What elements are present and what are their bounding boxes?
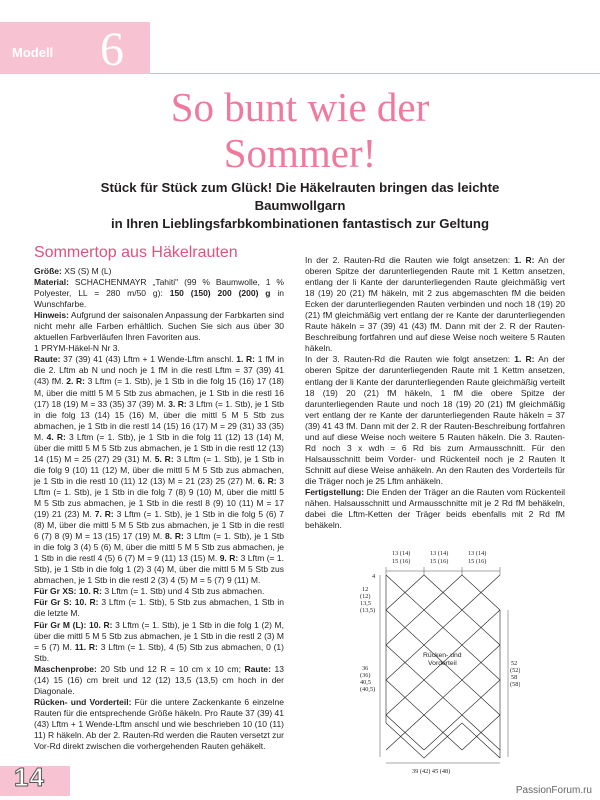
diagram-label-1: Rücken- und xyxy=(423,652,462,659)
dim-bottom-label: 39 (42) 45 (48) xyxy=(412,768,451,775)
r1-text: 1 fM in die 2. Lftm ab N und noch je 1 fM in die restl Lftm = 37 (39) 41 (43) fM. xyxy=(34,354,284,387)
section-title: Sommertop aus Häkelrauten xyxy=(34,244,238,261)
r9-text: 3 Lftm (= 1. Stb), je 1 Stb in die folg 1 (2) 3 (4) M, über die mittl 5 M 5 Stb zus abmachen, je 1 Stb in die restl 2 (3) 4 (5) M = 5 (7) 9 (11) M. xyxy=(34,553,285,586)
dim-top-label-b2: 15 (16) xyxy=(430,558,449,565)
material-label: Material: xyxy=(34,277,69,288)
page-number: 14 xyxy=(14,762,45,792)
p1-paragraph xyxy=(305,255,565,354)
s-label: Für Gr S: 10. R: xyxy=(34,597,99,608)
dim-left-c2: (36) xyxy=(360,672,371,679)
dim-top-label-c2: 15 (16) xyxy=(468,558,487,565)
r8-label: 8. R: xyxy=(165,531,184,542)
material-paragraph xyxy=(34,277,284,310)
probe-label: Maschenprobe: xyxy=(34,663,97,674)
dim-left-c1: 36 xyxy=(362,665,369,672)
ruecken-text: Für die untere Zackenkante 6 einzelne Rauten für die entsprechende Größe häkeln. Pro Raute 37 (39) 41 (43) Lftm + 1 Wende-Lftm anschl und wie beschrieben 10 (10 (11) 11) R häkeln. Ab der 2. Rauten-Rd werden die Rauten versetzt zur Vor-Rd direkt zwischen die vorhergehenden Rauten gehäkelt. xyxy=(34,696,285,752)
xs-text: 3 Lftm (= 1. Stb) und 4 Stb zus abmachen. xyxy=(102,586,265,597)
r11-label: 11. R: xyxy=(74,641,98,652)
s-paragraph xyxy=(34,597,284,619)
dim-left-c3: 40,5 xyxy=(360,679,372,686)
dim-left-b4: (13,5) xyxy=(360,607,376,614)
p2-text: An der oberen Spitze der darunterliegenden Raute mit 1 Kettm ansetzen, entlang der li Kante der darunterliegenden Raute gleichmäßig verteilt 18 (19) 20 (21) fM häkeln, 1 fM die obere Spitze der darunterliegenden Raute und noch 18 (19) 20 (21) fM gleichmäßig vert entlang der re Kante der darunterliegenden Raute häkeln = 37 (39) 41 43 fM. Dann mit der 2. R der Rauten-Beschreibung fortfahren und auf diese Weise noch weitere 5 Rauten häkeln. Die 3. Rauten-Rd noch 3 x wdh = 6 Rd bis zum Armausschnitt. Für den Halsausschnitt beim Vorder- und Rückenteil noch je 2 Rauten lt Schnitt auf diese Weise anhäkeln. An den Rauten des Vorderteils für die Träger noch je 25 Lftm anhäkeln. xyxy=(305,354,565,486)
raute-label: Raute: xyxy=(34,354,61,365)
m-text: 3 Lftm (= 1. Stb), je 1 Stb in die folg 1 (2) M, über die mittl 5 M 5 Stb zus abmachen, je 1 Stb in die restl 2 (3) M = 5 (7) M. xyxy=(34,619,284,652)
ruecken-paragraph xyxy=(34,697,284,752)
r9-label: 9. R: xyxy=(219,553,239,564)
xs-paragraph xyxy=(34,586,284,597)
diagram-label-2: Vorderteil xyxy=(428,660,457,667)
dim-left-b1: 12 xyxy=(362,586,369,593)
groesse-text: XS (S) M (L) xyxy=(61,266,112,276)
s-text: 3 Lftm (= 1. Stb), 5 Stb zus abmachen, 1 Stb in die letzte M. xyxy=(34,597,284,619)
p1-intro: In der 2. Rauten-Rd die Rauten wie folgt ansetzen: xyxy=(305,255,515,265)
p2-paragraph xyxy=(305,354,565,487)
diagram-grid-4 xyxy=(386,680,500,715)
r5-label: 5. R: xyxy=(154,453,174,464)
r6-text: 3 Lftm (= 1. Stb), je 1 Stb in die folg 7 (8) 9 (10) M, über die mittl 5 M 5 Stb zus abmachen, je 1 Stb in die restl 8 (9) 10 (11) M = 17 (19) 21 (23) M. xyxy=(34,475,285,520)
right-column xyxy=(305,255,565,531)
watermark: PassionForum.ru xyxy=(515,785,592,796)
hinweis-label: Hinweis: xyxy=(34,310,69,321)
p2-intro: In der 3. Rauten-Rd die Rauten wie folgt ansetzen: xyxy=(305,354,515,365)
subtitle xyxy=(60,179,540,233)
r4-label: 4. R: xyxy=(46,431,66,442)
modell-number: 6 xyxy=(100,23,124,76)
r7-label: 7. R: xyxy=(94,509,114,520)
subtitle-line-2: in Ihren Lieblingsfarbkombinationen fantastisch zur Geltung xyxy=(110,216,490,231)
probe-text-a: 20 Stb und 12 R = 10 cm x 10 cm; xyxy=(96,663,245,674)
hinweis-paragraph xyxy=(34,310,284,343)
diagram-grid-2 xyxy=(386,610,500,645)
material-amount: 150 (150) 200 (200) g xyxy=(169,288,271,299)
r7-text: 3 Lftm (= 1. Stb), je 1 Stb in die folg 5 (6) 7 (8) M, über die mittl 5 M 5 Stb zus abmachen, je 1 Stb in die restl 6 (7) 8 (9) M = 13 (15) 17 (19) M. xyxy=(34,509,285,542)
material-text-a: SCHACHENMAYR „Tahiti" (99 % Baumwolle, 1 % Polyester, LL = 280 m/50 g): xyxy=(34,277,284,299)
material-text-c: in Wunschfarbe. xyxy=(34,288,284,310)
p2-label: 1. R: xyxy=(514,354,535,365)
m-label: Für Gr M (L): 10. R: xyxy=(34,619,113,630)
m-paragraph xyxy=(34,620,284,664)
p3-paragraph xyxy=(305,487,565,531)
r3-label: 3. R: xyxy=(168,398,187,409)
p3-text: Die Enden der Träger an die Rauten vom Rückenteil nähen. Halsausschnitt und Armausschnitte mit je 2 Rd fM behäkeln, dabei die Lftm-Ketten der Träger beids ebenfalls mit 2 Rd fM behäkeln. xyxy=(305,486,565,531)
left-column xyxy=(34,244,284,752)
dim-left-c4: (40,5) xyxy=(360,686,376,693)
title-line-2: Sommer! xyxy=(223,130,377,176)
pattern-diagram xyxy=(360,545,520,780)
r3-text: 3 Lftm (= 1. Stb), je 1 Stb in die folg 13 (14) 15 (16) M, über die mittl 5 M 5 Stb zus abmachen, je 1 Stb in die restl 14 (15) 16 (17) M = 29 (31) 33 (35) M. xyxy=(34,398,284,442)
dim-right-4: (58) xyxy=(510,681,520,688)
dim-top-label-a2: 15 (16) xyxy=(392,558,411,565)
r8-text: 3 Lftm (= 1. Stb), je 1 Stb in die folg 3 (4) 5 (6) M, über die mittl 5 M 5 Stb zus abmachen, je 1 Stb in die restl 4 (5) 6 (7) M = 9 (11) 13 (15) M. xyxy=(34,531,285,564)
dim-left-small: 4 xyxy=(372,573,376,580)
hinweis-text: Aufgrund der saisonalen Anpassung der Farbkarten sind nicht mehr alle Farben erhältlich. Suchen Sie sich aus über 30 aktuellen Farbverläufen Ihren Favoriten aus. xyxy=(34,310,284,343)
subtitle-line-1: Stück für Stück zum Glück! Die Häkelrauten bringen das leichte Baumwollgarn xyxy=(100,180,500,213)
dim-top-label-a1: 13 (14) xyxy=(392,550,411,557)
diagram-grid-top xyxy=(386,575,500,610)
r5-text: 3 Lftm (= 1. Stb), je 1 Stb in die folg 9 (10) 11 (12) M, über die mittl 5 M 5 Stb zus abmachen, je 1 Stb in die restl 10 (11) 12 (13) M = 21 (23) 25 (27) M. xyxy=(34,453,285,486)
raute-paragraph xyxy=(34,354,284,586)
xs-label: Für Gr XS: 10. R: xyxy=(34,586,103,597)
nadel-paragraph: 1 PRYM-Häkel-N Nr 3. xyxy=(34,343,120,354)
title-line-1: So bunt wie der xyxy=(170,84,430,130)
dim-right-3: 58 xyxy=(511,674,518,681)
dim-left-b3: 13,5 xyxy=(360,600,372,607)
dim-top-label-b1: 13 (14) xyxy=(430,550,449,557)
probe-paragraph xyxy=(34,664,284,697)
dim-right-2: (52) xyxy=(510,667,520,674)
groesse-paragraph xyxy=(34,266,284,277)
p1-text: An der oberen Spitze der darunterliegenden Raute mit 1 Kettm ansetzen, entlang der li Kante der darunterliegenden Raute gleichmäßig vert 18 (19) 20 (21) fM häkeln, mit 2 zus abgemaschten fM die beiden Ecken der darunterliegenden Rauten verbinden und noch 18 (19) 20 (21) fM gleichmäßig vert entlang der re Kante der darunterliegenden Raute häkeln = 37 (39) 41 (43) fM. Dann mit der 2. R der Rauten-Beschreibung fortfahren und auf diese Weise noch weitere 5 Rauten häkeln. xyxy=(305,255,565,354)
raute-text: 37 (39) 41 (43) Lftm + 1 Wende-Lftm anschl. xyxy=(60,354,237,365)
modell-label: Modell xyxy=(12,45,54,60)
probe-label-2: Raute: xyxy=(244,663,271,674)
diagram-grid-5 xyxy=(386,715,500,750)
groesse-label: Größe: xyxy=(34,266,62,276)
page-title xyxy=(0,84,600,176)
r1-label: 1. R: xyxy=(236,354,256,365)
ruecken-label: Rücken- und Vorderteil: xyxy=(34,696,132,707)
p3-label: Fertigstellung: xyxy=(305,486,365,497)
dim-right-1: 52 xyxy=(511,660,518,667)
r2-text: 3 Lftm (= 1. Stb), je 1 Stb in die folg 15 (16) 17 (18) M, über die mittl 5 M 5 Stb zus abmachen, je 1 Stb in die restl 16 (17) 18 (19) M = 33 (35) 37 (39) M. xyxy=(34,376,285,409)
r4-text: 3 Lftm (= 1. Stb), je 1 Stb in die folg 11 (12) 13 (14) M, über die mittl 5 M 5 Stb zus abmachen, je 1 Stb in die restl 12 (13) 14 (15) M = 25 (27) 29 (31) M. xyxy=(34,431,285,464)
probe-text-b: 13 (14) 15 (16) cm breit und 12 (12) 13,5 (13,5) cm hoch in der Diagonale. xyxy=(34,663,284,696)
r11-text: 3 Lftm (= 1. Stb), 4 (5) Stb zus abmachen, 0 (1) Stb. xyxy=(34,641,284,663)
r6-label: 6. R: xyxy=(257,475,277,486)
p1-label: 1. R: xyxy=(514,255,535,265)
r2-label: 2. R: xyxy=(66,376,85,387)
dim-left-b2: (12) xyxy=(360,593,371,600)
header-rule xyxy=(150,73,600,74)
dim-top-label-c1: 13 (14) xyxy=(468,550,487,557)
